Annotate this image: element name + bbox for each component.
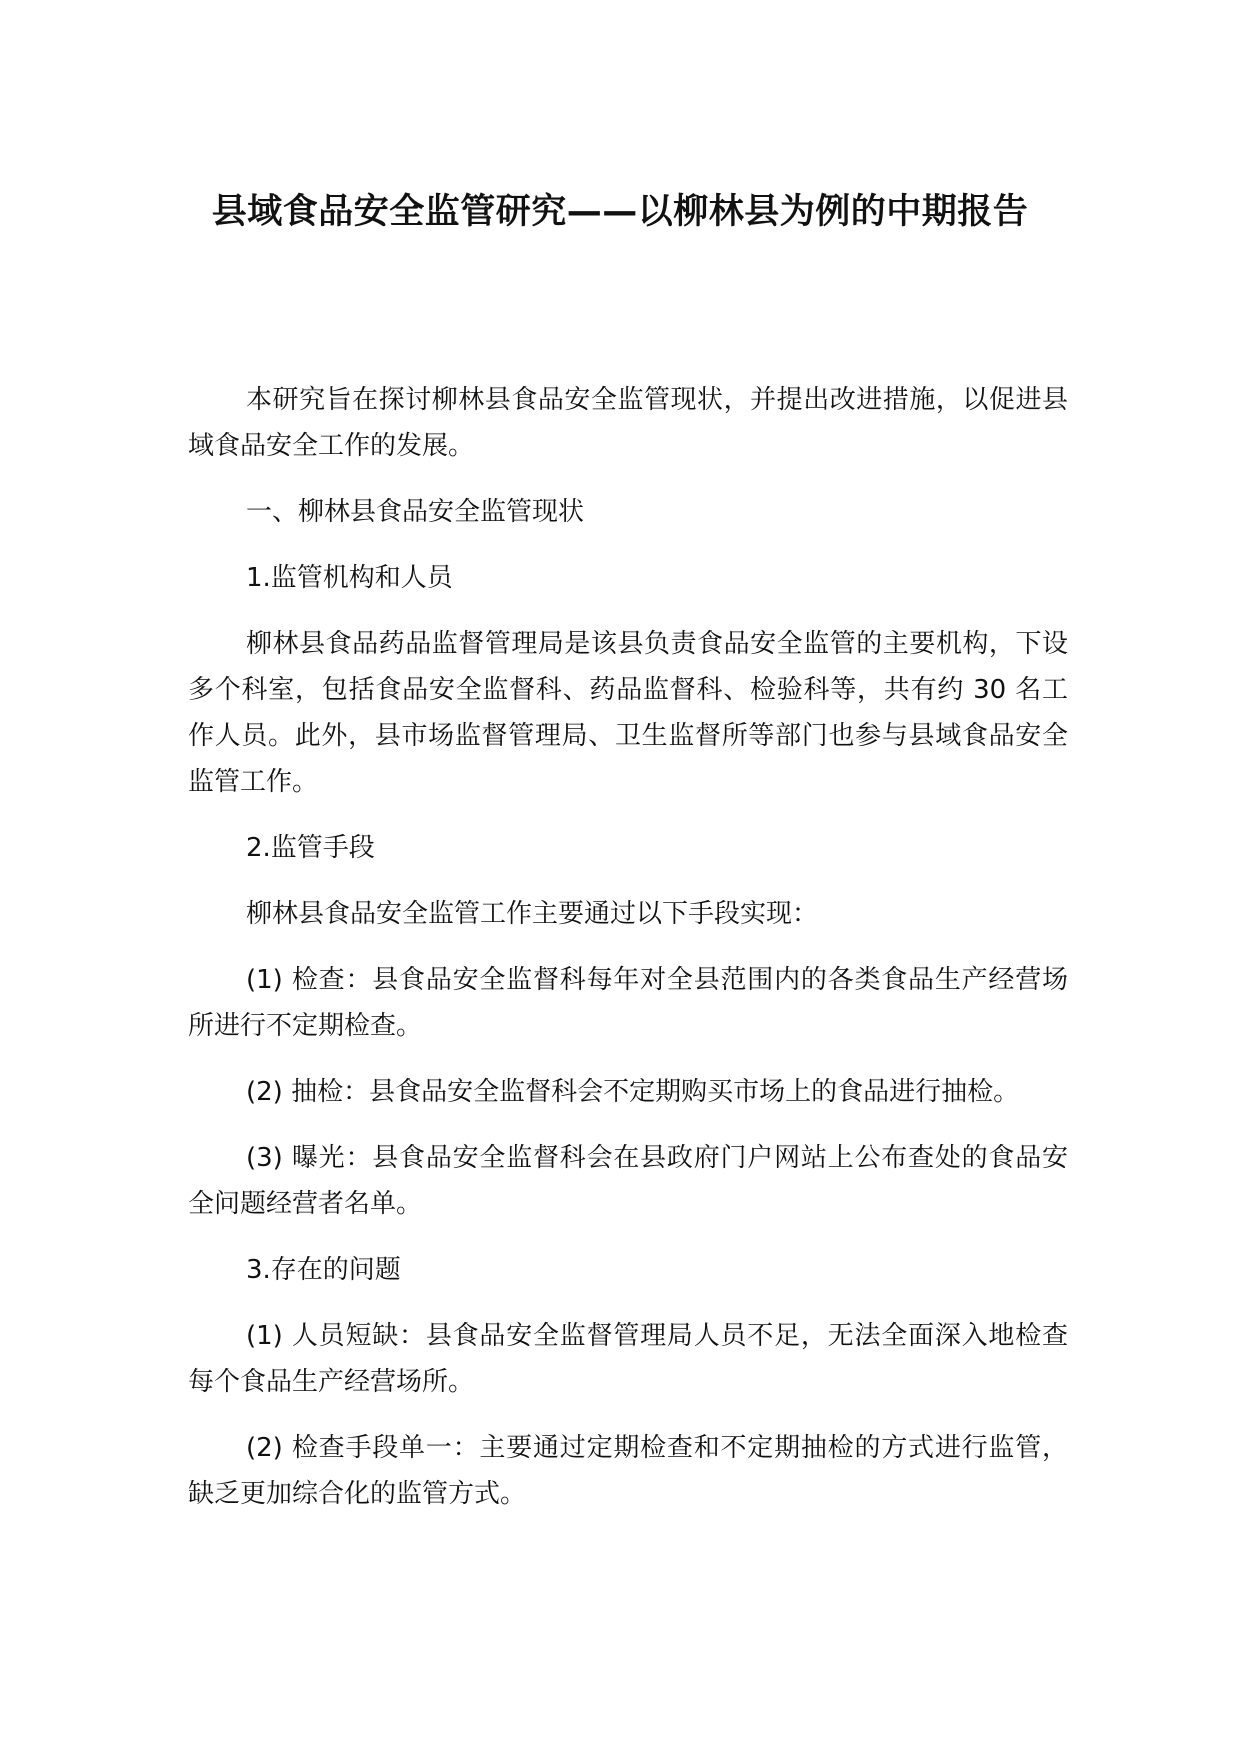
- list-item-single-inspection-method: (2) 检查手段单一：主要通过定期检查和不定期抽检的方式进行监管，缺乏更加综合化的监管方式。: [188, 1433, 1068, 1509]
- subheading-existing-problems: 3.存在的问题: [246, 1255, 401, 1285]
- intro-paragraph: 本研究旨在探讨柳林县食品安全监管现状，并提出改进措施，以促进县域食品安全工作的发展。: [188, 385, 1068, 461]
- subheading-regulatory-means: 2.监管手段: [246, 833, 375, 863]
- subheading-agencies-and-staff: 1.监管机构和人员: [246, 563, 453, 593]
- paragraph-regulatory-means-intro: 柳林县食品安全监管工作主要通过以下手段实现：: [246, 899, 819, 929]
- list-item-sampling: (2) 抽检：县食品安全监督科会不定期购买市场上的食品进行抽检。: [246, 1077, 1020, 1107]
- list-item-exposure: (3) 曝光：县食品安全监督科会在县政府门户网站上公布查处的食品安全问题经营者名单。: [188, 1143, 1068, 1219]
- paragraph-agencies-and-staff: 柳林县食品药品监督管理局是该县负责食品安全监管的主要机构，下设多个科室，包括食品安全监督科、药品监督科、检验科等，共有约 30 名工作人员。此外，县市场监督管理局、卫生监督所等部门也参与县域食品安全监管工作。: [188, 629, 1068, 797]
- document-title: 县域食品安全监管研究——以柳林县为例的中期报告: [211, 192, 1029, 232]
- list-item-inspection: (1) 检查：县食品安全监督科每年对全县范围内的各类食品生产经营场所进行不定期检查。: [188, 965, 1068, 1041]
- list-item-staff-shortage: (1) 人员短缺：县食品安全监督管理局人员不足，无法全面深入地检查每个食品生产经营场所。: [188, 1321, 1068, 1397]
- section-heading-current-status: 一、柳林县食品安全监管现状: [246, 497, 585, 527]
- document-body: [188, 377, 1068, 1537]
